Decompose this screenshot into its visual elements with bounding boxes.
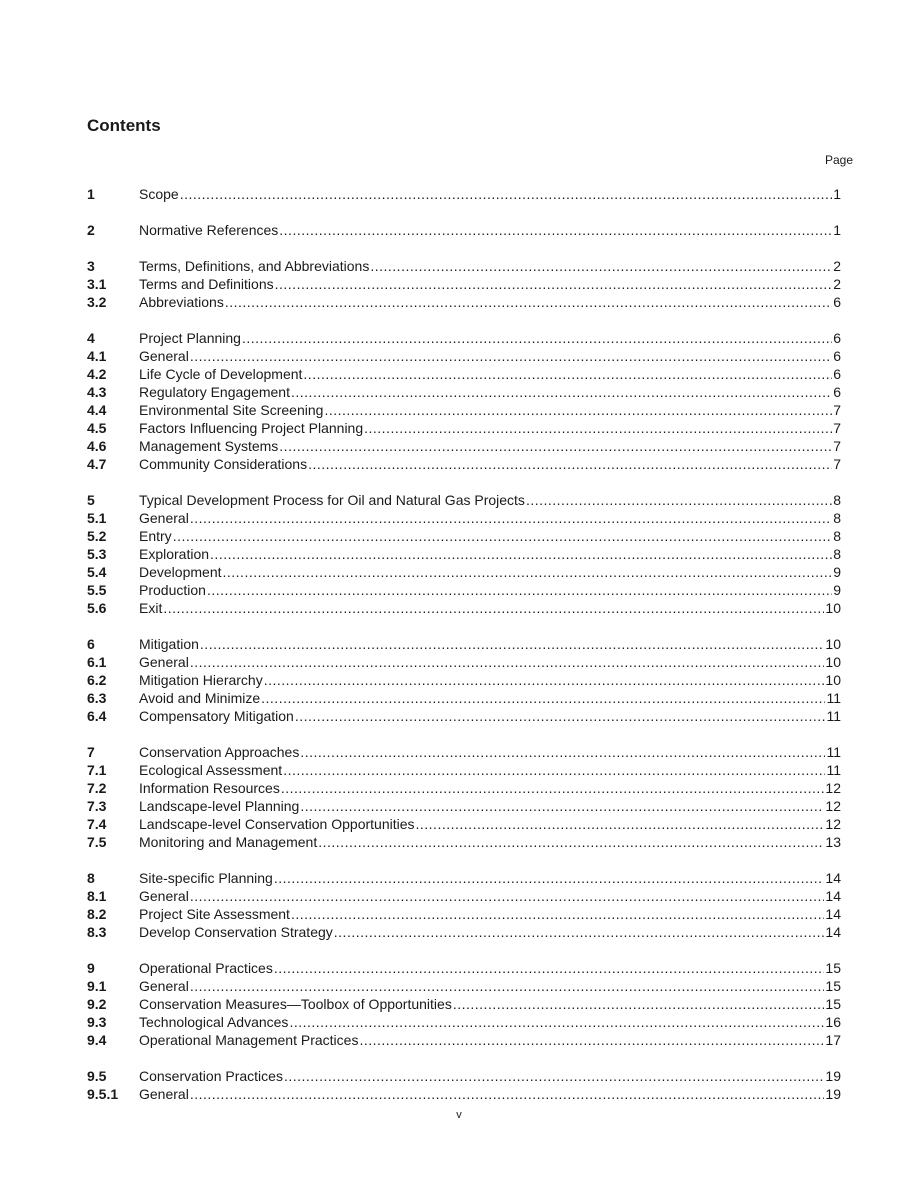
toc-entry-number: 7.2 (87, 780, 107, 796)
toc-entry[interactable] (87, 599, 841, 617)
dot-leader (163, 599, 824, 617)
toc-entry-page: 19 (825, 1068, 841, 1084)
toc-entry-page: 14 (825, 924, 841, 940)
toc-entry-title[interactable]: General (139, 510, 189, 526)
dot-leader (364, 419, 832, 437)
toc-entry-number: 4.6 (87, 438, 107, 454)
toc-entry-number: 4.4 (87, 402, 107, 418)
toc-entry-number: 9.3 (87, 1014, 107, 1030)
dot-leader (274, 959, 825, 977)
toc-entry[interactable] (87, 509, 841, 527)
toc-entry-number: 6.2 (87, 672, 107, 688)
toc-entry-page: 10 (825, 654, 841, 670)
toc-entry-page: 19 (825, 1086, 841, 1102)
toc-entry-page: 1 (833, 222, 841, 238)
toc-entry-page: 2 (833, 258, 841, 274)
toc-entry-page: 6 (833, 366, 841, 382)
dot-leader (281, 779, 825, 797)
toc-entry-number: 8 (87, 870, 95, 886)
toc-group (87, 869, 841, 941)
dot-leader (279, 437, 832, 455)
toc-entry-title[interactable]: General (139, 978, 189, 994)
toc-entry-title[interactable]: Landscape-level Planning (139, 798, 300, 814)
toc-entry-number: 9.1 (87, 978, 107, 994)
toc-entry-title[interactable]: Site-specific Planning (139, 870, 273, 886)
toc-entry-page: 1 (833, 186, 841, 202)
toc-entry-number: 5.4 (87, 564, 107, 580)
toc-entry[interactable] (87, 563, 841, 581)
toc-entry[interactable] (87, 347, 841, 365)
toc-entry-page: 17 (825, 1032, 841, 1048)
toc-entry[interactable] (87, 1031, 841, 1049)
dot-leader (274, 869, 825, 887)
toc-entry-title[interactable]: Environmental Site Screening (139, 402, 324, 418)
toc-entry[interactable] (87, 869, 841, 887)
toc-entry-number: 7.5 (87, 834, 107, 850)
toc-entry[interactable] (87, 923, 841, 941)
toc-entry-page: 7 (833, 438, 841, 454)
dot-leader (453, 995, 825, 1013)
toc-entry-number: 9.5 (87, 1068, 107, 1084)
toc-entry-title[interactable]: Production (139, 582, 206, 598)
toc-entry-page: 8 (833, 546, 841, 562)
dot-leader (284, 1067, 824, 1085)
toc-entry-page: 8 (833, 510, 841, 526)
dot-leader (225, 293, 832, 311)
toc-group (87, 185, 841, 203)
dot-leader (210, 545, 832, 563)
toc-entry-title[interactable]: Development (139, 564, 222, 580)
dot-leader (359, 1031, 824, 1049)
toc-entry-title[interactable]: Entry (139, 528, 172, 544)
toc-entry-title[interactable]: Factors Influencing Project Planning (139, 420, 364, 436)
dot-leader (370, 257, 832, 275)
toc-entry-title[interactable]: General (139, 1086, 189, 1102)
toc-entry[interactable] (87, 779, 841, 797)
toc-entry[interactable] (87, 257, 841, 275)
toc-entry-title[interactable]: General (139, 348, 189, 364)
toc-entry[interactable] (87, 707, 841, 725)
toc-entry-page: 7 (833, 456, 841, 472)
toc-group (87, 491, 841, 617)
toc-entry-page: 11 (826, 762, 841, 778)
toc-entry[interactable] (87, 275, 841, 293)
toc-entry-title[interactable]: Conservation Practices (139, 1068, 283, 1084)
toc-entry-page: 14 (825, 870, 841, 886)
toc-entry-title[interactable]: Conservation Measures—Toolbox of Opportunities (139, 996, 452, 1012)
toc-entry-page: 7 (833, 420, 841, 436)
toc-entry-title[interactable]: Ecological Assessment (139, 762, 283, 778)
toc-group (87, 221, 841, 239)
toc-entry-title[interactable]: Terms and Definitions (139, 276, 274, 292)
toc-entry-number: 3 (87, 258, 95, 274)
toc-entry[interactable] (87, 887, 841, 905)
contents-heading: Contents (87, 116, 161, 135)
toc-entry[interactable] (87, 293, 841, 311)
dot-leader (264, 671, 825, 689)
toc-entry-page: 16 (825, 1014, 841, 1030)
dot-leader (526, 491, 832, 509)
toc-entry-number: 7 (87, 744, 95, 760)
toc-entry[interactable] (87, 581, 841, 599)
toc-entry-page: 7 (833, 402, 841, 418)
footer-page-number: v (456, 1109, 462, 1121)
toc-entry[interactable] (87, 995, 841, 1013)
toc-entry-number: 9.4 (87, 1032, 107, 1048)
toc-entry[interactable] (87, 527, 841, 545)
dot-leader (190, 1085, 825, 1103)
toc-entry-title[interactable]: Information Resources (139, 780, 280, 796)
dot-leader (190, 509, 832, 527)
toc-entry-page: 13 (825, 834, 841, 850)
toc-entry[interactable] (87, 689, 841, 707)
toc-entry[interactable] (87, 959, 841, 977)
toc-entry-number: 4.5 (87, 420, 107, 436)
toc-entry-number: 3.2 (87, 294, 107, 310)
dot-leader (308, 455, 832, 473)
toc-entry-page: 14 (825, 906, 841, 922)
dot-leader (190, 347, 832, 365)
toc-entry-title[interactable]: Conservation Approaches (139, 744, 300, 760)
toc-entry-page: 15 (825, 978, 841, 994)
toc-entry-page: 6 (833, 294, 841, 310)
toc-entry-title[interactable]: General (139, 654, 189, 670)
dot-leader (324, 401, 832, 419)
toc-entry-title[interactable]: Scope (139, 186, 179, 202)
dot-leader (300, 797, 824, 815)
toc-entry-title[interactable]: Regulatory Engagement (139, 384, 290, 400)
toc-entry-title[interactable]: Landscape-level Conservation Opportunities (139, 816, 415, 832)
toc-entry-page: 15 (825, 996, 841, 1012)
toc-entry-title[interactable]: General (139, 888, 189, 904)
toc-entry[interactable] (87, 383, 841, 401)
toc-entry-number: 7.4 (87, 816, 107, 832)
toc-entry-title[interactable]: Exit (139, 600, 163, 616)
toc-entry[interactable] (87, 329, 841, 347)
toc-entry-number: 9 (87, 960, 95, 976)
toc-entry[interactable] (87, 743, 841, 761)
toc-entry-title[interactable]: Compensatory Mitigation (139, 708, 294, 724)
toc-entry-number: 5 (87, 492, 95, 508)
toc-entry[interactable] (87, 545, 841, 563)
toc-entry-title[interactable]: Project Site Assessment (139, 906, 290, 922)
toc-entry-page: 10 (825, 636, 841, 652)
toc-entry-page: 12 (825, 798, 841, 814)
toc-entry-number: 8.2 (87, 906, 107, 922)
toc-entry[interactable] (87, 671, 841, 689)
toc-entry-page: 9 (833, 564, 841, 580)
toc-entry[interactable] (87, 365, 841, 383)
toc-group (87, 743, 841, 851)
toc-entry-page: 2 (833, 276, 841, 292)
toc-entry-title[interactable]: Normative References (139, 222, 279, 238)
toc-entry-page: 6 (833, 348, 841, 364)
toc-entry-page: 6 (833, 330, 841, 346)
toc-entry-number: 9.2 (87, 996, 107, 1012)
toc-entry[interactable] (87, 833, 841, 851)
toc-entry-page: 9 (833, 582, 841, 598)
toc-entry-number: 7.3 (87, 798, 107, 814)
toc-entry[interactable] (87, 1067, 841, 1085)
toc-entry[interactable] (87, 437, 841, 455)
toc-entry-title[interactable]: Abbreviations (139, 294, 224, 310)
toc-entry-number: 7.1 (87, 762, 107, 778)
toc-entry[interactable] (87, 491, 841, 509)
toc-entry-page: 8 (833, 492, 841, 508)
toc-entry-title[interactable]: Life Cycle of Development (139, 366, 303, 382)
toc-entry[interactable] (87, 797, 841, 815)
toc-entry-number: 8.3 (87, 924, 107, 940)
toc-entry-page: 6 (833, 384, 841, 400)
dot-leader (173, 527, 833, 545)
toc-entry-number: 4.2 (87, 366, 107, 382)
toc-entry-number: 5.3 (87, 546, 107, 562)
toc-entry-page: 12 (825, 780, 841, 796)
toc-entry[interactable] (87, 905, 841, 923)
toc-entry-title[interactable]: Monitoring and Management (139, 834, 318, 850)
toc-entry[interactable] (87, 419, 841, 437)
toc-entry-title[interactable]: Technological Advances (139, 1014, 289, 1030)
toc-entry[interactable] (87, 1013, 841, 1031)
toc-entry[interactable] (87, 1085, 841, 1103)
toc-entry-number: 5.2 (87, 528, 107, 544)
toc-entry-title[interactable]: Develop Conservation Strategy (139, 924, 333, 940)
toc-group (87, 959, 841, 1049)
dot-leader (300, 743, 825, 761)
toc-entry[interactable] (87, 221, 841, 239)
toc-entry[interactable] (87, 653, 841, 671)
toc-entry-number: 9.5.1 (87, 1086, 119, 1102)
toc-entry-page: 14 (825, 888, 841, 904)
toc-entry[interactable] (87, 815, 841, 833)
toc-entry-title[interactable]: Avoid and Minimize (139, 690, 261, 706)
toc-entry-title[interactable]: Community Considerations (139, 456, 308, 472)
dot-leader (291, 905, 824, 923)
toc-entry-number: 3.1 (87, 276, 107, 292)
dot-leader (303, 365, 832, 383)
dot-leader (295, 707, 826, 725)
toc-entry-page: 12 (825, 816, 841, 832)
dot-leader (190, 653, 825, 671)
toc-group (87, 329, 841, 473)
toc-entry-number: 6.4 (87, 708, 107, 724)
toc-entry[interactable] (87, 455, 841, 473)
toc-group (87, 635, 841, 725)
dot-leader (261, 689, 825, 707)
dot-leader (318, 833, 824, 851)
toc-entry[interactable] (87, 977, 841, 995)
table-of-contents (87, 185, 841, 1121)
toc-entry-number: 8.1 (87, 888, 107, 904)
toc-entry-title[interactable]: Operational Practices (139, 960, 273, 976)
dot-leader (289, 1013, 824, 1031)
toc-entry-number: 4.3 (87, 384, 107, 400)
toc-entry-number: 1 (87, 186, 95, 202)
page-column-label: Page (824, 153, 853, 167)
toc-entry-page: 10 (825, 600, 841, 616)
dot-leader (223, 563, 833, 581)
dot-leader (334, 923, 825, 941)
toc-entry-number: 5.1 (87, 510, 107, 526)
toc-entry-page: 11 (826, 690, 841, 706)
toc-entry-page: 10 (825, 672, 841, 688)
toc-entry-number: 2 (87, 222, 95, 238)
dot-leader (416, 815, 825, 833)
dot-leader (190, 887, 825, 905)
toc-entry-page: 11 (826, 744, 841, 760)
dot-leader (291, 383, 832, 401)
toc-group (87, 1067, 841, 1103)
dot-leader (207, 581, 832, 599)
dot-leader (180, 185, 833, 203)
toc-entry-number: 4 (87, 330, 95, 346)
toc-entry-number: 5.5 (87, 582, 107, 598)
toc-entry-page: 11 (826, 708, 841, 724)
toc-entry-title[interactable]: Project Planning (139, 330, 241, 346)
dot-leader (279, 221, 832, 239)
toc-entry-title[interactable]: Terms, Definitions, and Abbreviations (139, 258, 370, 274)
toc-entry-number: 6 (87, 636, 95, 652)
toc-entry-number: 5.6 (87, 600, 107, 616)
toc-entry-title[interactable]: Mitigation Hierarchy (139, 672, 263, 688)
dot-leader (190, 977, 825, 995)
toc-entry-number: 6.1 (87, 654, 107, 670)
toc-entry[interactable] (87, 185, 841, 203)
toc-entry-title[interactable]: Exploration (139, 546, 210, 562)
dot-leader (242, 329, 832, 347)
toc-entry-title[interactable]: Mitigation (139, 636, 199, 652)
toc-entry[interactable] (87, 761, 841, 779)
toc-entry-page: 8 (833, 528, 841, 544)
toc-entry-title[interactable]: Operational Management Practices (139, 1032, 359, 1048)
dot-leader (200, 635, 825, 653)
toc-entry-number: 4.7 (87, 456, 107, 472)
toc-entry[interactable] (87, 401, 841, 419)
toc-entry-number: 4.1 (87, 348, 107, 364)
dot-leader (275, 275, 833, 293)
dot-leader (283, 761, 825, 779)
toc-entry[interactable] (87, 635, 841, 653)
toc-entry-title[interactable]: Typical Development Process for Oil and Natural Gas Projects (139, 492, 525, 508)
toc-group (87, 257, 841, 311)
toc-entry-page: 15 (825, 960, 841, 976)
toc-entry-number: 6.3 (87, 690, 107, 706)
toc-entry-title[interactable]: Management Systems (139, 438, 279, 454)
